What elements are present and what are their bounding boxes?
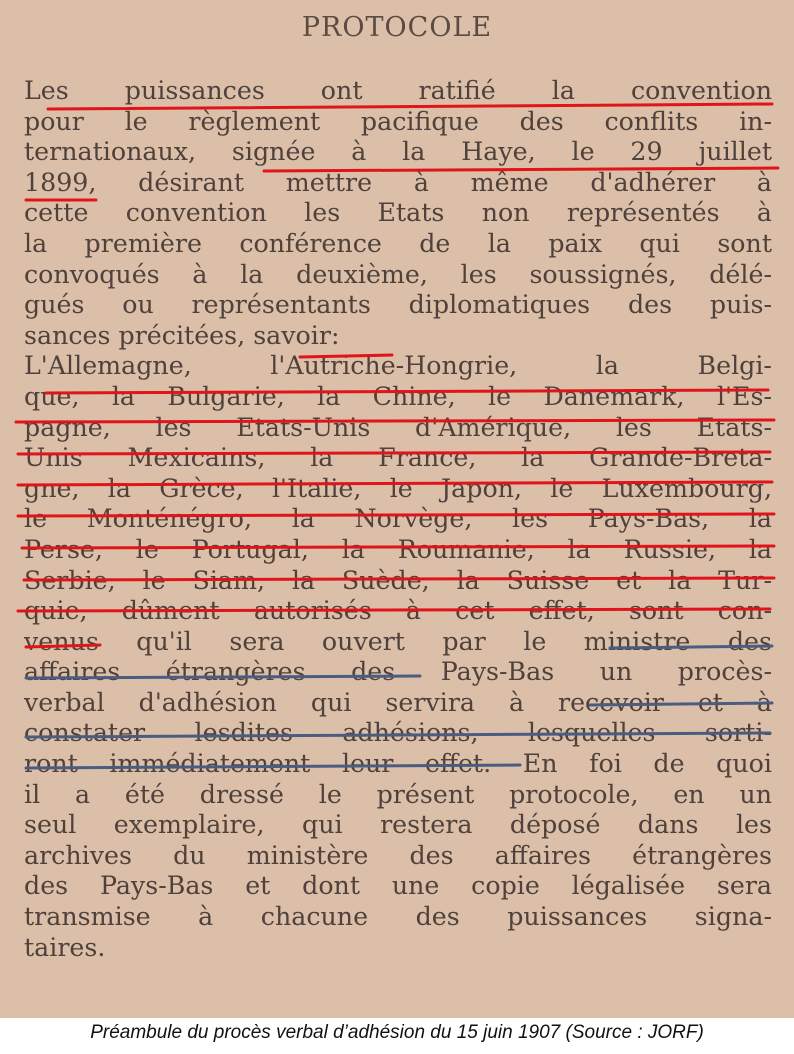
text-line: pagne, les Etats-Unis d'Amérique, les Etats- xyxy=(24,412,772,442)
text-line: gués ou représentants diplomatiques des puis- xyxy=(24,290,772,320)
text-line: que, la Bulgarie, la Chine, le Danemark, l'Es- xyxy=(24,381,772,411)
text-line: Perse, le Portugal, la Roumanie, la Russie, la xyxy=(24,534,772,564)
text-line: seul exemplaire, qui restera déposé dans les xyxy=(24,810,772,840)
text-line: la première conférence de la paix qui sont xyxy=(24,228,772,258)
text-line: constater lesdites adhésions, lesquelles sorti- xyxy=(24,718,772,748)
text-line: L'Allemagne, l'Autriche-Hongrie, la Belgi- xyxy=(24,351,772,381)
text-line: verbal d'adhésion qui servira à recevoir et à xyxy=(24,687,772,717)
text-line: convoqués à la deuxième, les soussignés, délé- xyxy=(24,259,772,289)
text-line: archives du ministère des affaires étrangères xyxy=(24,840,772,870)
figure-caption: Préambule du procès verbal d’adhésion du 15 juin 1907 (Source : JORF) xyxy=(90,1022,704,1043)
protocol-title: PROTOCOLE xyxy=(301,12,493,43)
text-line: affaires étrangères des Pays-Bas un procès- xyxy=(24,657,772,687)
text-line: quie, dûment autorisés à cet effet, sont con- xyxy=(24,596,772,626)
text-line: ront immédiatement leur effet. En foi de quoi xyxy=(24,749,772,779)
text-line: pour le règlement pacifique des conflits in- xyxy=(24,106,772,136)
text-line: sances précitées, savoir: xyxy=(24,320,340,350)
text-line: des Pays-Bas et dont une copie légalisée sera xyxy=(24,871,772,901)
text-line: Unis Mexicains, la France, la Grande-Breta- xyxy=(24,443,772,473)
protocol-text xyxy=(24,76,772,963)
text-line: cette convention les Etats non représentés à xyxy=(24,198,772,228)
text-line: le Monténégro, la Norvège, les Pays-Bas, la xyxy=(24,504,772,534)
text-line: venus qu'il sera ouvert par le ministre des xyxy=(24,626,772,656)
text-line: il a été dressé le présent protocole, en un xyxy=(24,779,772,809)
text-line: transmise à chacune des puissances signa- xyxy=(24,902,772,932)
text-line: Les puissances ont ratifié la convention xyxy=(24,76,772,105)
text-line: Serbie, le Siam, la Suède, la Suisse et la Tur- xyxy=(24,565,772,595)
text-line: 1899, désirant mettre à même d'adhérer à xyxy=(24,167,772,197)
text-line: gne, la Grèce, l'Italie, le Japon, le Luxembourg, xyxy=(24,473,772,503)
text-line: taires. xyxy=(24,932,106,962)
text-line: ternationaux, signée à la Haye, le 29 juillet xyxy=(24,137,772,167)
